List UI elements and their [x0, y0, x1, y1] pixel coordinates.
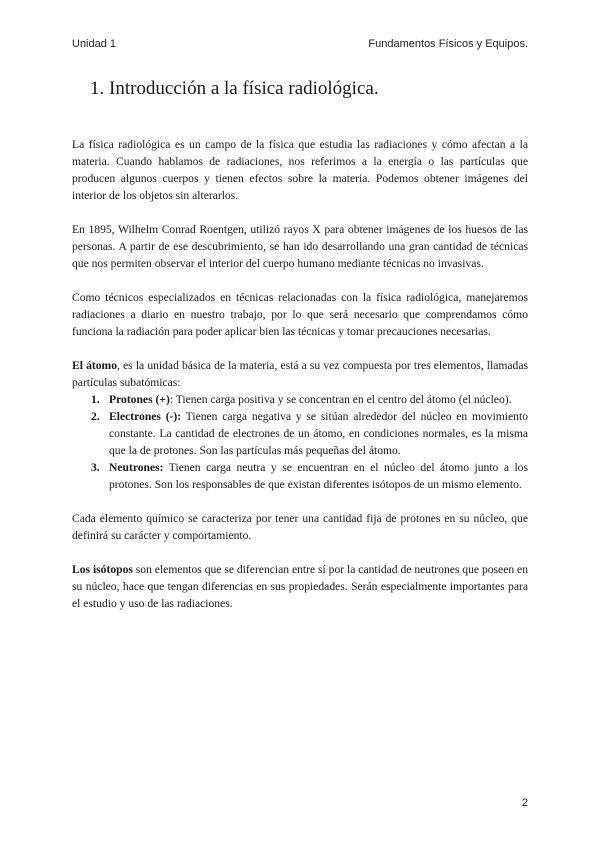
- atom-text: , es la unidad básica de la materia, está a su vez compuesta por tres elementos, llamadas partículas subatómicas:: [72, 359, 528, 389]
- isotopes-term: Los isótopos: [72, 563, 133, 576]
- list-item-neutrons: [91, 459, 528, 493]
- paragraph-element: Cada elemento químico se caracteriza por tener una cantidad fija de protones en su núcleo, que definirá su carácter y comportamiento.: [72, 512, 528, 542]
- header-unit: Unidad 1: [72, 38, 117, 50]
- paragraph-atom: [72, 357, 528, 391]
- subatomic-particles-list: [72, 391, 528, 493]
- list-item-text: Tienen carga negativa y se sitúan alrededor del núcleo en movimiento constante. La cantidad de electrones de un átomo, en condiciones normales, es la misma que la de protones. Son las partículas más pequeñas del átomo.: [109, 410, 528, 457]
- paragraph-intro: La física radiológica es un campo de la física que estudia las radiaciones y cómo afectan a la materia. Cuando hablamos de radiaciones, nos referimos a la energía o las partículas que producen algunos cuerpos y tienen efectos sobre la materia. Podemos obtener imágenes del interior de los objetos sin alterarlos.: [72, 138, 528, 202]
- list-item-electrons: [91, 408, 528, 459]
- list-item-term: Protones (+): [109, 393, 170, 406]
- list-item-term: Neutrones:: [109, 461, 164, 474]
- list-item-protons: [91, 391, 528, 408]
- atom-term: El átomo: [72, 359, 117, 372]
- isotopes-text: son elementos que se diferencian entre sí por la cantidad de neutrones que poseen en su núcleo, hace que tengan diferencias en sus propiedades. Serán especialmente importantes para el estudio y uso de las radiaciones.: [72, 563, 528, 610]
- list-number: 3.: [91, 461, 100, 474]
- list-number: 1.: [91, 393, 100, 406]
- paragraph-roentgen: En 1895, Wilhelm Conrad Roentgen, utilizó rayos X para obtener imágenes de los huesos de las personas. A partir de ese descubrimiento, se han ido desarrollando una gran cantidad de técnicas que nos permiten observar el interior del cuerpo humano mediante técnicas no invasivas.: [72, 223, 528, 270]
- list-item-text: Tienen carga neutra y se encuentran en el núcleo del átomo junto a los protones. Son los responsables de que existan diferentes isótopos de un mismo elemento.: [109, 461, 528, 491]
- page-number: 2: [521, 797, 528, 809]
- header-course-title: Fundamentos Físicos y Equipos.: [368, 38, 528, 50]
- list-item-term: Electrones (-):: [109, 410, 182, 423]
- list-item-text: : Tienen carga positiva y se concentran en el centro del átomo (el núcleo).: [169, 393, 512, 406]
- paragraph-isotopes: [72, 561, 528, 612]
- list-number: 2.: [91, 410, 100, 423]
- section-title: 1. Introducción a la física radiológica.: [90, 78, 379, 99]
- paragraph-technicians: Como técnicos especializados en técnicas relacionadas con la física radiológica, manejaremos radiaciones a diario en nuestro trabajo, por lo que será necesario que comprendamos cómo funciona la radiación para poder aplicar bien las técnicas y tomar precauciones necesarias.: [72, 291, 528, 338]
- document-body: [72, 76, 528, 629]
